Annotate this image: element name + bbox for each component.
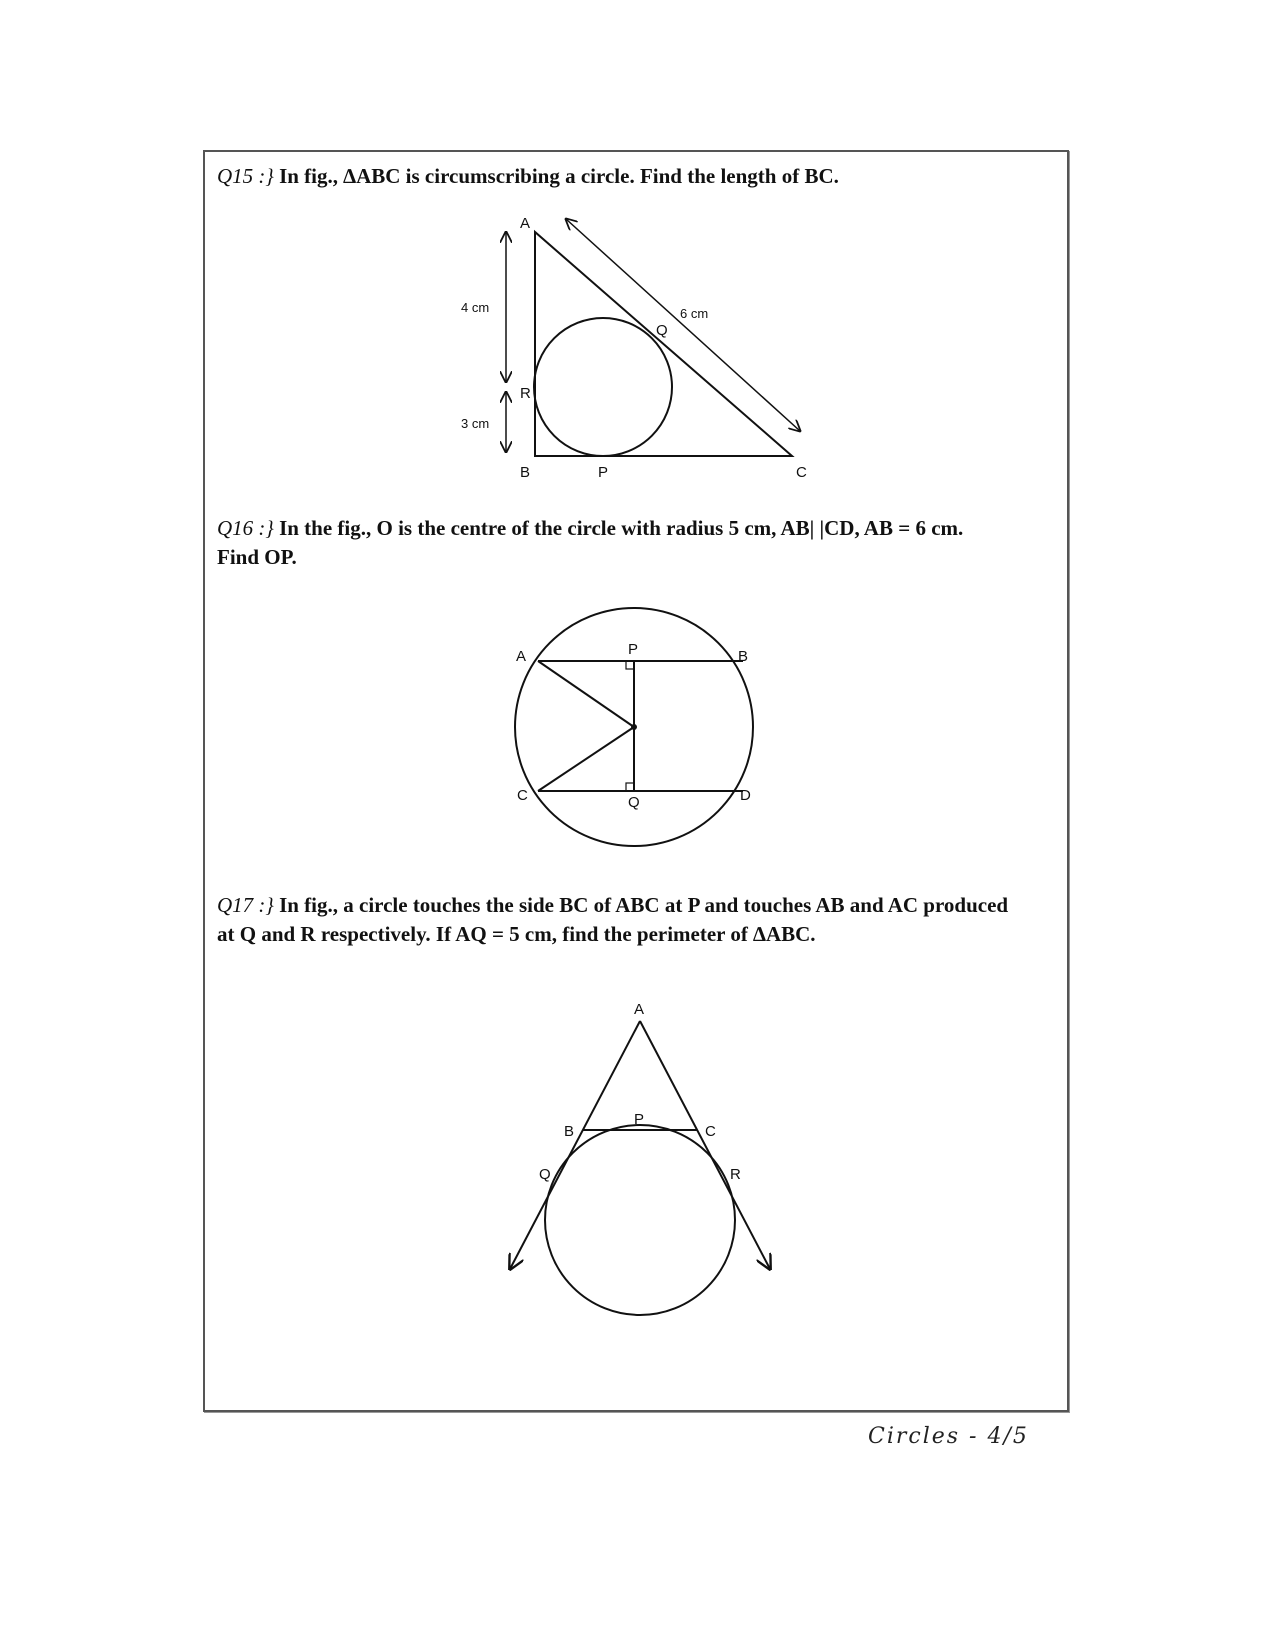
fig15-label-4cm: 4 cm (461, 300, 490, 315)
fig16-label-A: A (516, 648, 527, 665)
fig16-label-Q: Q (628, 794, 640, 811)
fig16-centre-O (632, 725, 636, 729)
fig15-incircle (534, 318, 672, 456)
question-17-text: In fig., a circle touches the side BC of ABC at P and touches AB and AC produced (273, 893, 1009, 917)
fig17-label-Q: Q (539, 1166, 551, 1183)
fig17-label-P: P (634, 1111, 645, 1128)
fig15-triangle (535, 232, 792, 456)
fig17-label-A: A (634, 1001, 645, 1018)
question-16-text-line2: Find OP. (217, 545, 297, 569)
fig15-label-B: B (520, 464, 531, 481)
question-16-number: Q16 :} (217, 516, 274, 540)
question-17-number: Q17 :} (217, 893, 274, 917)
fig16-label-C: C (517, 787, 528, 804)
figure-15 (506, 219, 800, 456)
fig15-label-3cm: 3 cm (461, 416, 490, 431)
fig16-label-P: P (628, 641, 639, 658)
fig16-label-D: D (740, 787, 751, 804)
fig16-segment-OA (538, 661, 634, 727)
fig16-segment-OC (538, 727, 634, 791)
question-17-text-line2: at Q and R respectively. If AQ = 5 cm, find the perimeter of ∆ABC. (217, 922, 816, 946)
fig16-right-angle-Q (626, 783, 634, 791)
fig15-label-R: R (520, 385, 531, 402)
fig17-line-AB-produced (510, 1021, 640, 1269)
fig16-right-angle-P (626, 661, 634, 669)
fig15-label-P: P (598, 464, 609, 481)
fig17-line-AC-produced (640, 1021, 770, 1269)
fig15-label-6cm: 6 cm (680, 306, 709, 321)
fig15-dim-6cm (566, 219, 800, 431)
fig15-label-Q: Q (656, 322, 668, 339)
question-15-text: In fig., ∆ABC is circumscribing a circle. Find the length of BC. (273, 164, 839, 188)
fig17-label-C: C (705, 1123, 716, 1140)
fig17-circle (545, 1125, 735, 1315)
fig15-label-C: C (796, 464, 807, 481)
figure-15-labels (461, 215, 807, 481)
page-footer: Circles - 4/5 (868, 1424, 1029, 1449)
fig16-label-B: B (738, 648, 749, 665)
question-15-number: Q15 :} (217, 164, 274, 188)
fig17-label-B: B (564, 1123, 575, 1140)
question-16-text: In the fig., O is the centre of the circle with radius 5 cm, AB| |CD, AB = 6 cm. (273, 516, 964, 540)
fig17-label-R: R (730, 1166, 741, 1183)
fig15-label-A: A (520, 215, 531, 232)
